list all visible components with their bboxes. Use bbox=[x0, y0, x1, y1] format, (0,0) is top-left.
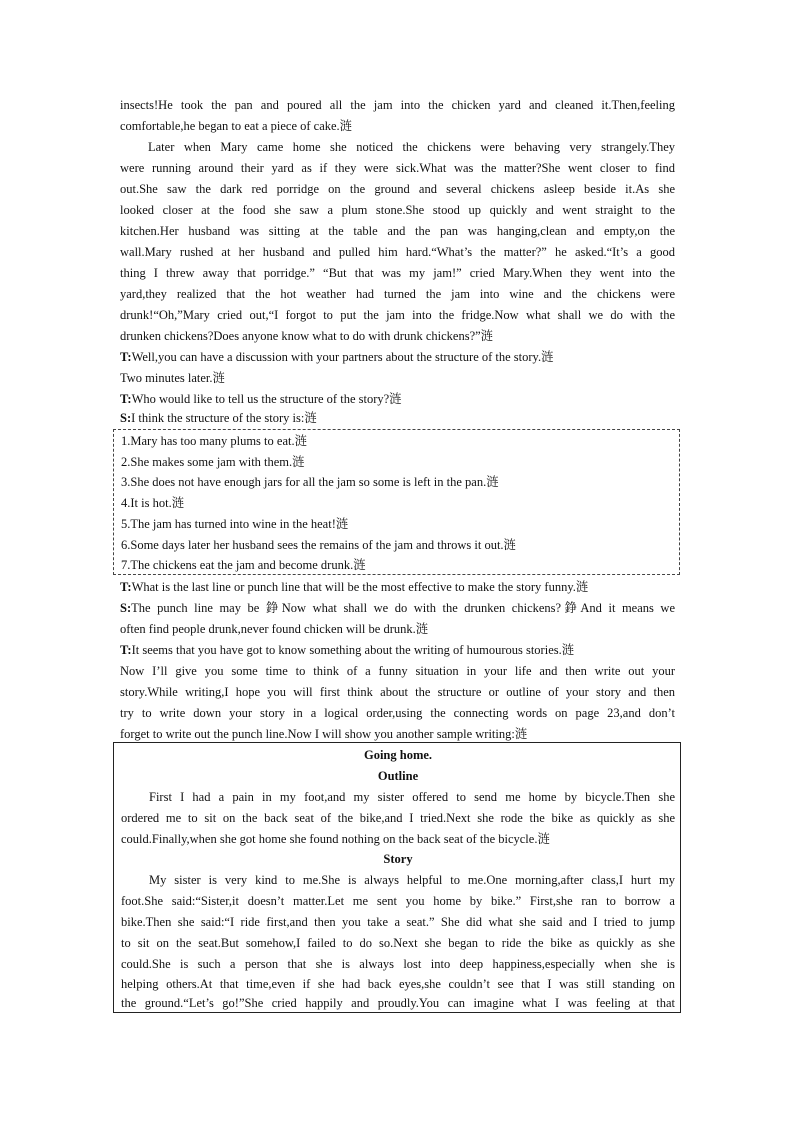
story-line: thing I threw away that porridge.” “But that was my jam!” cried Mary.When they went into the bbox=[120, 266, 675, 280]
teacher-line bbox=[120, 389, 675, 410]
story-line: Later when Mary came home she noticed the chickens were behaving very strangely.They bbox=[148, 140, 675, 154]
sample-story-line: to sit on the seat.But somehow,I failed to do so.Next she began to ride the bike as quickly as she bbox=[121, 936, 675, 950]
structure-item: 7.The chickens eat the jam and become drunk.涟 bbox=[121, 558, 366, 572]
structure-item: 4.It is hot.涟 bbox=[121, 496, 185, 510]
story-line: yard,they realized that the hot weather had turned the jam into wine and the chickens were bbox=[120, 287, 675, 301]
structure-item: 6.Some days later her husband sees the remains of the jam and throws it out.涟 bbox=[121, 538, 517, 552]
teacher-line bbox=[120, 640, 675, 661]
structure-item: 5.The jam has turned into wine in the heat!涟 bbox=[121, 517, 349, 531]
story-line: looked closer at the food she saw a plum stone.She stood up quickly and went straight to the bbox=[120, 203, 675, 217]
teacher-line bbox=[120, 347, 675, 368]
outline-line: ordered me to sit on the back seat of the bike,and I tried.Next she rode the bike as quickly as she bbox=[121, 811, 675, 825]
student-line bbox=[120, 598, 675, 619]
student-text: The punch line may be 錚Now what shall we do with the drunken chickens?錚And it means we bbox=[131, 601, 675, 615]
sample-story-line: My sister is very kind to me.She is always helpful to me.One morning,after class,I hurt my bbox=[149, 873, 675, 887]
story-line: out.She saw the dark red porridge on the ground and several chickens asleep beside it.As she bbox=[120, 182, 675, 196]
teacher-line bbox=[120, 577, 675, 598]
speaker-label: S: bbox=[120, 601, 132, 615]
student-line bbox=[120, 408, 675, 429]
story-line: insects!He took the pan and poured all the jam into the chicken yard and cleaned it.Then,feeling bbox=[120, 98, 675, 112]
teacher-paragraph-line: story.While writing,I hope you will first think about the structure or outline of your story and then bbox=[120, 685, 675, 699]
student-line-cont: often find people drunk,never found chicken will be drunk.涟 bbox=[120, 622, 429, 636]
story-line: drunken chickens?Does anyone know what to do with drunk chickens?”涟 bbox=[120, 329, 494, 343]
story-line: drunk!“Oh,”Mary cried out,“I forgot to put the jam into the fridge.Now what shall we do with the bbox=[120, 308, 675, 322]
structure-item: 2.She makes some jam with them.涟 bbox=[121, 455, 305, 469]
story-heading: Story bbox=[383, 852, 413, 866]
sample-story-line: foot.She said:“Sister,it doesn’t matter.Let me sent you home by bike.” First,she ran to borrow a bbox=[121, 894, 675, 908]
teacher-paragraph-line: Now I’ll give you some time to think of a funny situation in your life and then write out your bbox=[120, 664, 675, 678]
teacher-text: What is the last line or punch line that will be the most effective to make the story funny.涟 bbox=[131, 580, 589, 594]
speaker-label: T: bbox=[120, 350, 132, 364]
sample-story-line: helping others.At that time,even if she had back eyes,she couldn’t see that I was still standing on bbox=[121, 977, 675, 991]
sample-story-line: could.She is such a person that she is always lost into deep happiness,especially when she is bbox=[121, 957, 675, 971]
sample-story-line: the ground.“Let’s go!”She cried happily and proudly.You can imagine what I was feeling at that bbox=[121, 996, 675, 1010]
outline-line: could.Finally,when she got home she found nothing on the back seat of the bicycle.涟 bbox=[121, 832, 550, 846]
teacher-text: Who would like to tell us the structure of the story?涟 bbox=[131, 392, 402, 406]
sample-title: Going home. bbox=[363, 748, 433, 762]
student-text: I think the structure of the story is:涟 bbox=[131, 411, 317, 425]
stage-note: Two minutes later.涟 bbox=[120, 371, 226, 385]
speaker-label: T: bbox=[120, 643, 132, 657]
teacher-paragraph-line: try to write down your story in a logical order,using the connecting words on page 23,and don’t bbox=[120, 706, 675, 720]
structure-item: 1.Mary has too many plums to eat.涟 bbox=[121, 434, 308, 448]
outline-heading: Outline bbox=[377, 769, 419, 783]
structure-item: 3.She does not have enough jars for all the jam so some is left in the pan.涟 bbox=[121, 475, 499, 489]
sample-story-line: bike.Then she said:“I ride first,and then you take a seat.” She did what she said and I tried to jump bbox=[121, 915, 675, 929]
outline-line: First I had a pain in my foot,and my sister offered to send me home by bicycle.Then she bbox=[149, 790, 675, 804]
story-line: kitchen.Her husband was sitting at the table and the pan was hanging,clean and empty,on the bbox=[120, 224, 675, 238]
speaker-label: T: bbox=[120, 392, 132, 406]
teacher-text: It seems that you have got to know something about the writing of humourous stories.涟 bbox=[131, 643, 575, 657]
teacher-paragraph-line: forget to write out the punch line.Now I will show you another sample writing:涟 bbox=[120, 727, 528, 741]
speaker-label: S: bbox=[120, 411, 132, 425]
speaker-label: T: bbox=[120, 580, 132, 594]
story-line: comfortable,he began to eat a piece of cake.涟 bbox=[120, 119, 353, 133]
sample-writing-box bbox=[113, 742, 681, 1013]
story-line: were running around their yard as if they were sick.What was the matter?She went closer to find bbox=[120, 161, 675, 175]
story-line: wall.Mary rushed at her husband and pulled him hard.“What’s the matter?” he asked.“It’s a good bbox=[120, 245, 675, 259]
teacher-text: Well,you can have a discussion with your partners about the structure of the story.涟 bbox=[131, 350, 554, 364]
structure-box bbox=[113, 429, 680, 575]
